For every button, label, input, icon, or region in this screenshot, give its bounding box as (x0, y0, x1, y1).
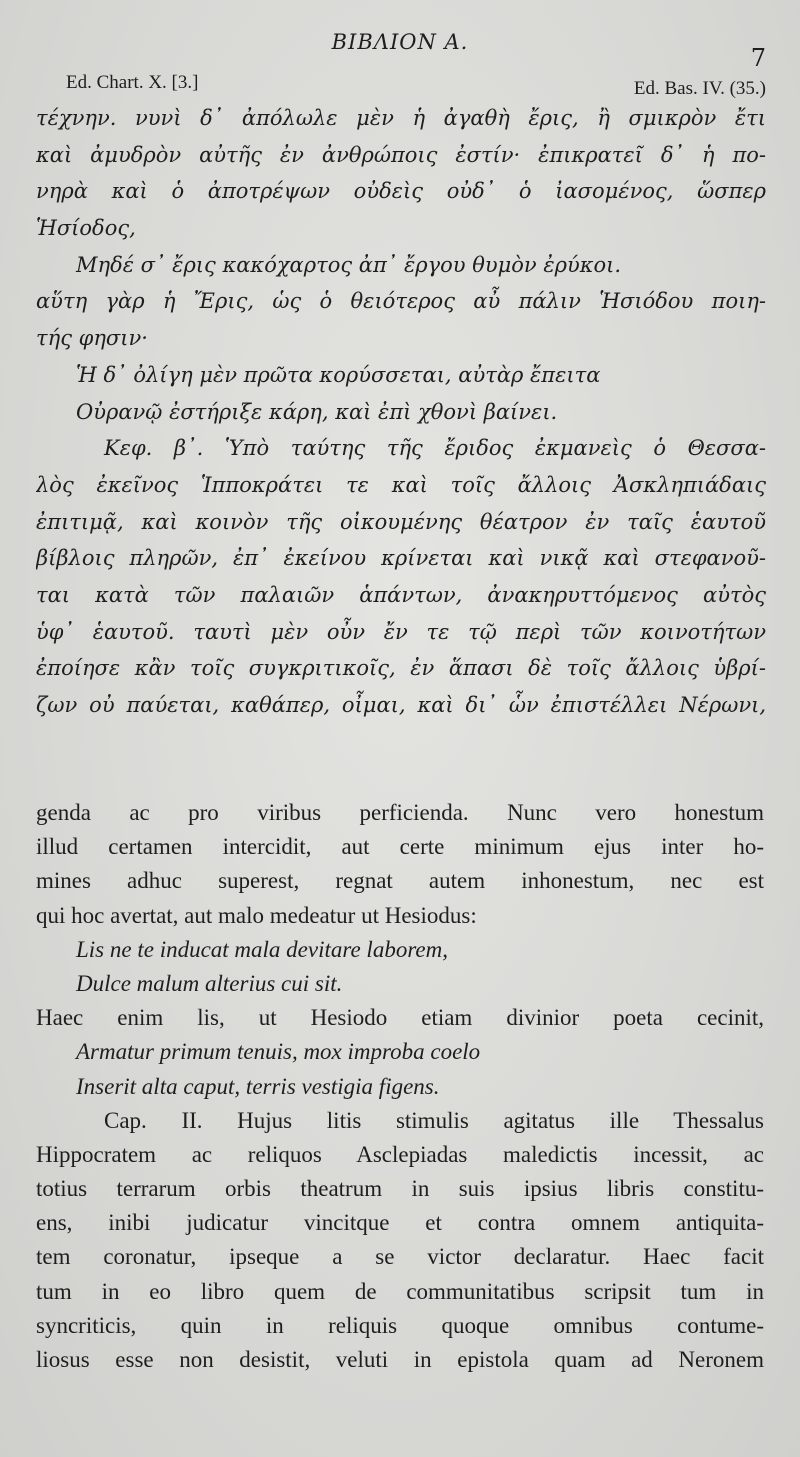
page-number: 7 (750, 44, 766, 72)
greek-line: ὑφ᾽ ἑαυτοῦ. ταυτὶ μὲν οὖν ἔν τε τῷ περὶ τῶν κοινοτήτων (36, 619, 766, 644)
latin-chapter-heading-line: Cap. II. Hujus litis stimulis agitatus ille Thessalus (104, 1107, 764, 1133)
greek-line: Ἡσίοδος, (36, 216, 136, 241)
greek-line: καὶ ἀμυδρὸν αὐτῆς ἐν ἀνθρώποις ἐστίν· ἐπικρατεῖ δ᾽ ἡ πο- (36, 142, 766, 167)
latin-verse-line: Inserit alta caput, terris vestigia figens. (76, 1073, 440, 1099)
greek-line: βίβλοις πληρῶν, ἐπ᾽ ἐκείνου κρίνεται καὶ νικᾷ καὶ στεφανοῦ- (36, 546, 766, 571)
latin-line: genda ac pro viribus perficienda. Nunc vero honestum (36, 800, 764, 825)
greek-text-block (36, 100, 766, 724)
latin-line: qui hoc avertat, aut malo medeatur ut Hesiodus: (36, 902, 477, 928)
latin-text-block (36, 796, 764, 1377)
greek-line: αὕτη γὰρ ἡ Ἔρις, ὡς ὁ θειότερος αὖ πάλιν Ἡσιόδου ποιη- (36, 289, 766, 314)
greek-line: ἐπιτιμᾷ, καὶ κοινὸν τῆς οἰκουμένης θέατρον ἐν ταῖς ἑαυτοῦ (36, 509, 766, 534)
greek-line: ται κατὰ τῶν παλαιῶν ἁπάντων, ἀνακηρυττόμενος αὐτὸς (36, 582, 766, 607)
running-head: ΒΙΒΛΙΟΝ Α. (331, 30, 469, 54)
greek-line: τέχνην. νυνὶ δ᾽ ἀπόλωλε μὲν ἡ ἀγαθὴ ἔρις, ἢ σμικρὸν ἔτι (36, 106, 766, 130)
greek-verse-line: Οὐρανῷ ἐστήριξε κάρη, καὶ ἐπὶ χθονὶ βαίνει. (76, 399, 558, 424)
greek-line: τής φησιν· (36, 326, 148, 351)
latin-line: ens, inibi judicatur vincitque et contra omnem antiquita- (36, 1210, 764, 1236)
latin-line: tem coronatur, ipseque a se victor declaratur. Haec facit (36, 1244, 764, 1270)
edition-reference-right: Ed. Bas. IV. (35.) (633, 78, 766, 99)
latin-verse-line: Dulce malum alterius cui sit. (76, 970, 343, 996)
greek-line: ἐποίησε κἂν τοῖς συγκριτικοῖς, ἐν ἅπασι δὲ τοῖς ἄλλοις ὑβρί- (36, 656, 766, 681)
latin-line: illud certamen intercidit, aut certe minimum ejus inter ho- (36, 834, 764, 860)
latin-line: totius terrarum orbis theatrum in suis ipsius libris constitu- (36, 1176, 764, 1202)
latin-verse-line: Armatur primum tenuis, mox improba coelo (76, 1039, 481, 1065)
latin-line: syncriticis, quin in reliquis quoque omnibus contume- (36, 1312, 764, 1338)
greek-line: νηρὰ καὶ ὁ ἀποτρέψων οὐδεὶς οὐδ᾽ ὁ ἰασομένος, ὥσπερ (36, 179, 766, 204)
latin-line: Hippocratem ac reliquos Asclepiadas maledictis incessit, ac (36, 1141, 764, 1167)
greek-line: ζων οὐ παύεται, καθάπερ, οἶμαι, καὶ δι᾽ ὧν ἐπιστέλλει Νέρωνι, (36, 693, 766, 717)
latin-line: liosus esse non desistit, veluti in epistola quam ad Neronem (36, 1347, 764, 1372)
latin-verse-line: Lis ne te inducat mala devitare laborem, (76, 936, 448, 962)
latin-line: Haec enim lis, ut Hesiodo etiam divinior poeta cecinit, (36, 1005, 764, 1031)
greek-line: λὸς ἐκεῖνος Ἱπποκράτει τε καὶ τοῖς ἄλλοις Ἀσκληπιάδαις (36, 472, 766, 497)
latin-line: mines adhuc superest, regnat autem inhonestum, nec est (36, 868, 764, 894)
edition-reference-left: Ed. Chart. X. [3.] (66, 72, 199, 93)
latin-line: tum in eo libro quem de communitatibus scripsit tum in (36, 1278, 764, 1304)
greek-chapter-heading-line: Κεφ. β᾽. Ὑπὸ ταύτης τῆς ἔριδος ἐκμανεὶς ὁ Θεσσα- (104, 436, 766, 461)
greek-verse-line: Μηδέ σ᾽ ἔρις κακόχαρτος ἀπ᾽ ἔργου θυμὸν ἐρύκοι. (76, 252, 622, 277)
greek-verse-line: Ἡ δ᾽ ὀλίγη μὲν πρῶτα κορύσσεται, αὐτὰρ ἔπειτα (76, 362, 601, 387)
